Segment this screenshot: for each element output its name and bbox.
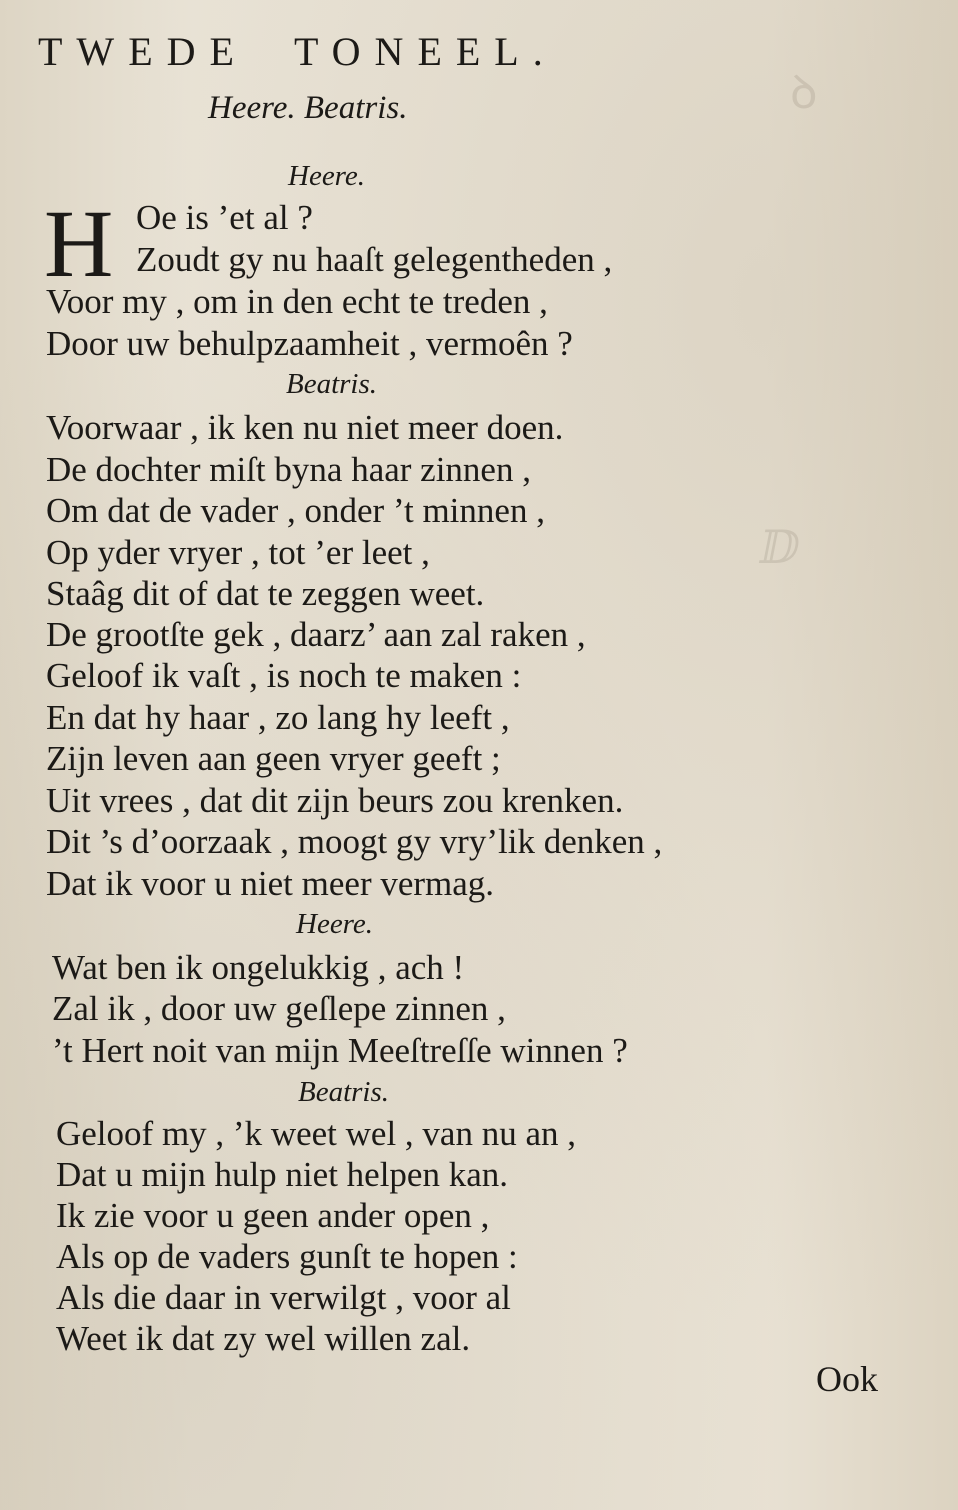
verse-line: Voor my , om in den echt te treden ,: [46, 282, 548, 321]
scene-characters: Heere. Beatris.: [208, 90, 408, 126]
speaker-label: Beatris.: [298, 1076, 390, 1108]
verse-line: ’t Hert noit van mijn Meeſtreſſe winnen ?: [52, 1031, 628, 1070]
verse-line: Door uw behulpzaamheit , vermoên ?: [46, 324, 573, 363]
verse-line: Als op de vaders gunſt te hopen :: [56, 1237, 518, 1276]
verse-line: De grootſte gek , daarz’ aan zal raken ,: [46, 615, 586, 654]
verse-line: Uit vrees , dat dit zijn beurs zou krenken.: [46, 781, 624, 820]
show-through-decoration: ꝺ: [790, 67, 818, 118]
verse-line: Om dat de vader , onder ’t minnen ,: [46, 491, 545, 530]
catchword: Ook: [816, 1359, 878, 1399]
verse-line: Oe is ’et al ?: [136, 198, 313, 237]
verse-line: Dat u mijn hulp niet helpen kan.: [56, 1155, 508, 1194]
verse-line: Geloof my , ’k weet wel , van nu an ,: [56, 1114, 576, 1153]
drop-cap: H: [44, 190, 114, 297]
verse-line: Dat ik voor u niet meer vermag.: [46, 864, 495, 903]
verse-line: En dat hy haar , zo lang hy leeft ,: [46, 698, 510, 737]
speaker-label: Heere.: [296, 908, 374, 940]
heading-word-2: TONEEL.: [293, 29, 557, 74]
verse-line: Wat ben ik ongelukkig , ach !: [52, 948, 465, 987]
speaker-label: Heere.: [288, 160, 366, 192]
verse-line: Voorwaar , ik ken nu niet meer doen.: [46, 408, 564, 447]
verse-line: Staâg dit of dat te zeggen weet.: [46, 574, 485, 613]
verse-line: Als die daar in verwilgt , voor al: [56, 1278, 511, 1317]
verse-line: Zijn leven aan geen vryer geeft ;: [46, 739, 501, 778]
speaker-label: Beatris.: [286, 368, 378, 400]
verse-line: Dit ’s d’oorzaak , moogt gy vry’lik denken ,: [46, 822, 663, 861]
verse-line: Geloof ik vaſt , is noch te maken :: [46, 656, 522, 695]
show-through-decoration: ⅅ: [760, 522, 800, 573]
verse-line: De dochter miſt byna haar zinnen ,: [46, 450, 531, 489]
verse-line: Zoudt gy nu haaſt gelegentheden ,: [136, 240, 613, 279]
verse-line: Zal ik , door uw geſlepe zinnen ,: [52, 989, 506, 1028]
heading-word-1: TWEDE: [38, 29, 248, 74]
verse-line: Op yder vryer , tot ’er leet ,: [46, 533, 430, 572]
verse-line: Weet ik dat zy wel willen zal.: [56, 1319, 471, 1358]
scene-heading: [38, 28, 557, 75]
verse-line: Ik zie voor u geen ander open ,: [56, 1196, 490, 1235]
